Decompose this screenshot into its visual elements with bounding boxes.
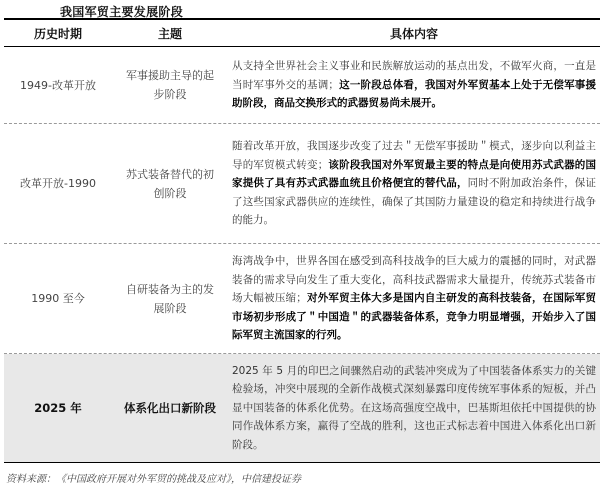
detail-text: 2025 年 5 月的印巴之间骤然启动的武装冲突成为了中国装备体系实力的关键检验场，冲突中展现的全新作战模式深刻暴露印度传统军事体系的短板，并凸显中国装备的体系化优势。在这场高强度空战中，巴基斯坦依托中国提供的协同作战体系方案，赢得了空战的胜利，这也正式标志着中国进入体系化出口新阶段。: [232, 364, 596, 451]
header-detail: 具体内容: [389, 26, 438, 41]
detail-cell: [228, 252, 600, 344]
detail-text: 从支持全世界社会主义事业和民族解放运动的基点出发，不做军火商，一直是当时军事外交的基调；: [232, 60, 596, 91]
theme-cell: 苏式装备替代的初创阶段: [126, 167, 214, 200]
period-cell: 2025 年: [34, 400, 82, 415]
theme-cell: 军事援助主导的起步阶段: [126, 69, 214, 101]
table-header: [4, 18, 600, 47]
detail-emphasis: 该阶段我国对外军贸最主要的特点是向使用苏式武器的国家提供了具有苏式武器血统且价格便宜的替代品，: [232, 158, 597, 190]
detail-cell: [228, 137, 600, 229]
detail-emphasis: 这一阶段总体看，我国对外军贸基本上处于无偿军事援助阶段，商品交换形式的武器贸易尚未展开。: [232, 78, 597, 110]
source-note: 资料来源：《中国政府开展对外军贸的挑战及应对》，中信建投证券: [6, 474, 301, 485]
period-cell: 1949-改革开放: [20, 78, 96, 92]
table-row: [4, 124, 600, 244]
header-period: 历史时期: [33, 26, 82, 41]
table-row: [4, 244, 600, 354]
period-cell: 改革开放-1990: [20, 177, 96, 190]
detail-text: 海湾战争中，世界各国在感受到高科技战争的巨大威力的震撼的同时，对武器装备的需求导向发生了重大变化，高科技武器需求大量提升，传统苏式装备市场大幅被压缩；: [232, 255, 596, 305]
detail-cell: [228, 362, 600, 454]
detail-tail: 同时不附加政治条件，保证了这些国家武器供应的连续性，确保了其国防力量建设的稳定和持续进行战争的能力。: [232, 177, 597, 227]
detail-emphasis: 对外军贸主体大多是国内自主研发的高科技装备，在国际军贸市场初步形成了＂中国造＂的武器装备体系，竞争力明显增强，开始步入了国际军贸主流国家的行列。: [232, 292, 597, 342]
header-theme: 主题: [157, 26, 182, 41]
table-row: [4, 47, 600, 124]
period-cell: 1990 至今: [31, 292, 85, 305]
stages-table: [4, 18, 600, 463]
detail-text: 随着改革开放，我国逐步改变了过去＂无偿军事援助＂模式，逐步向以利益主导的军贸模式转变；: [232, 140, 596, 171]
theme-cell: 体系化出口新阶段: [124, 400, 216, 415]
page-title: 我国军贸主要发展阶段: [60, 5, 184, 19]
theme-cell: 自研装备为主的发展阶段: [126, 282, 214, 315]
detail-cell: [228, 57, 600, 112]
table-row: [4, 354, 600, 463]
